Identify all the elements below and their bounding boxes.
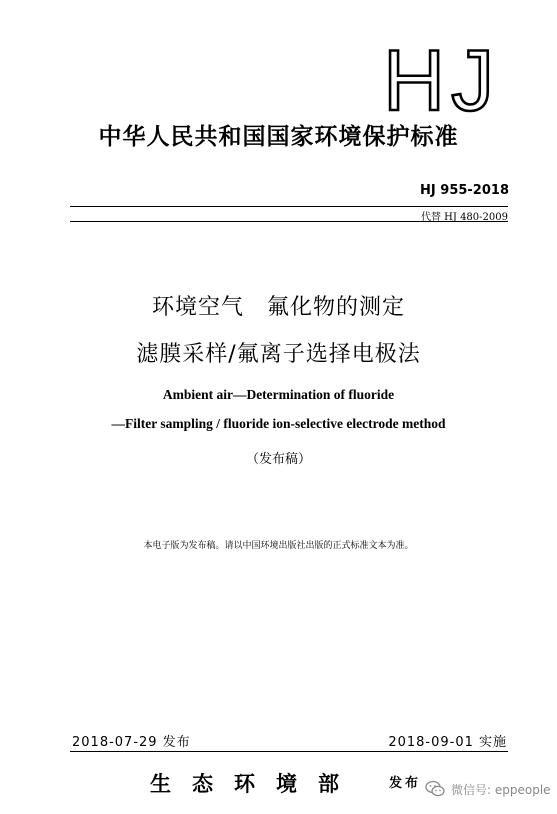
title-chinese-line2: 滤膜采样/氟离子选择电极法 xyxy=(136,342,421,367)
title-english-line1: Ambient air—Determination of fluoride xyxy=(162,387,395,402)
title-chinese-line1: 环境空气 氟化物的测定 xyxy=(151,295,405,320)
hj-logo: HJ xyxy=(383,33,501,129)
electronic-version-notice: 本电子版为发布稿。请以中国环境出版社出版的正式标准文本为准。 xyxy=(143,541,414,551)
watermark-text: 微信号: eppeople xyxy=(451,782,551,797)
footer-divider xyxy=(70,751,508,752)
standard-number: HJ 955-2018 xyxy=(420,183,509,198)
title-english-line2: —Filter sampling / fluoride ion-selective electrode method xyxy=(111,416,446,431)
header-divider-lower xyxy=(70,221,508,222)
replaces-standard: 代替 HJ 480-2009 xyxy=(420,212,508,223)
wechat-watermark xyxy=(425,780,551,798)
issue-date: 2018-07-29 发布 xyxy=(72,735,191,750)
standard-organization: 中华人民共和国国家环境保护标准 xyxy=(98,124,459,150)
draft-status: （发布稿） xyxy=(245,452,311,467)
release-label: 发布 xyxy=(389,776,422,791)
implementation-date: 2018-09-01 实施 xyxy=(388,735,507,750)
wechat-icon xyxy=(425,780,445,798)
header-divider xyxy=(70,206,508,207)
issuing-ministry: 生态环境部 xyxy=(150,771,360,796)
